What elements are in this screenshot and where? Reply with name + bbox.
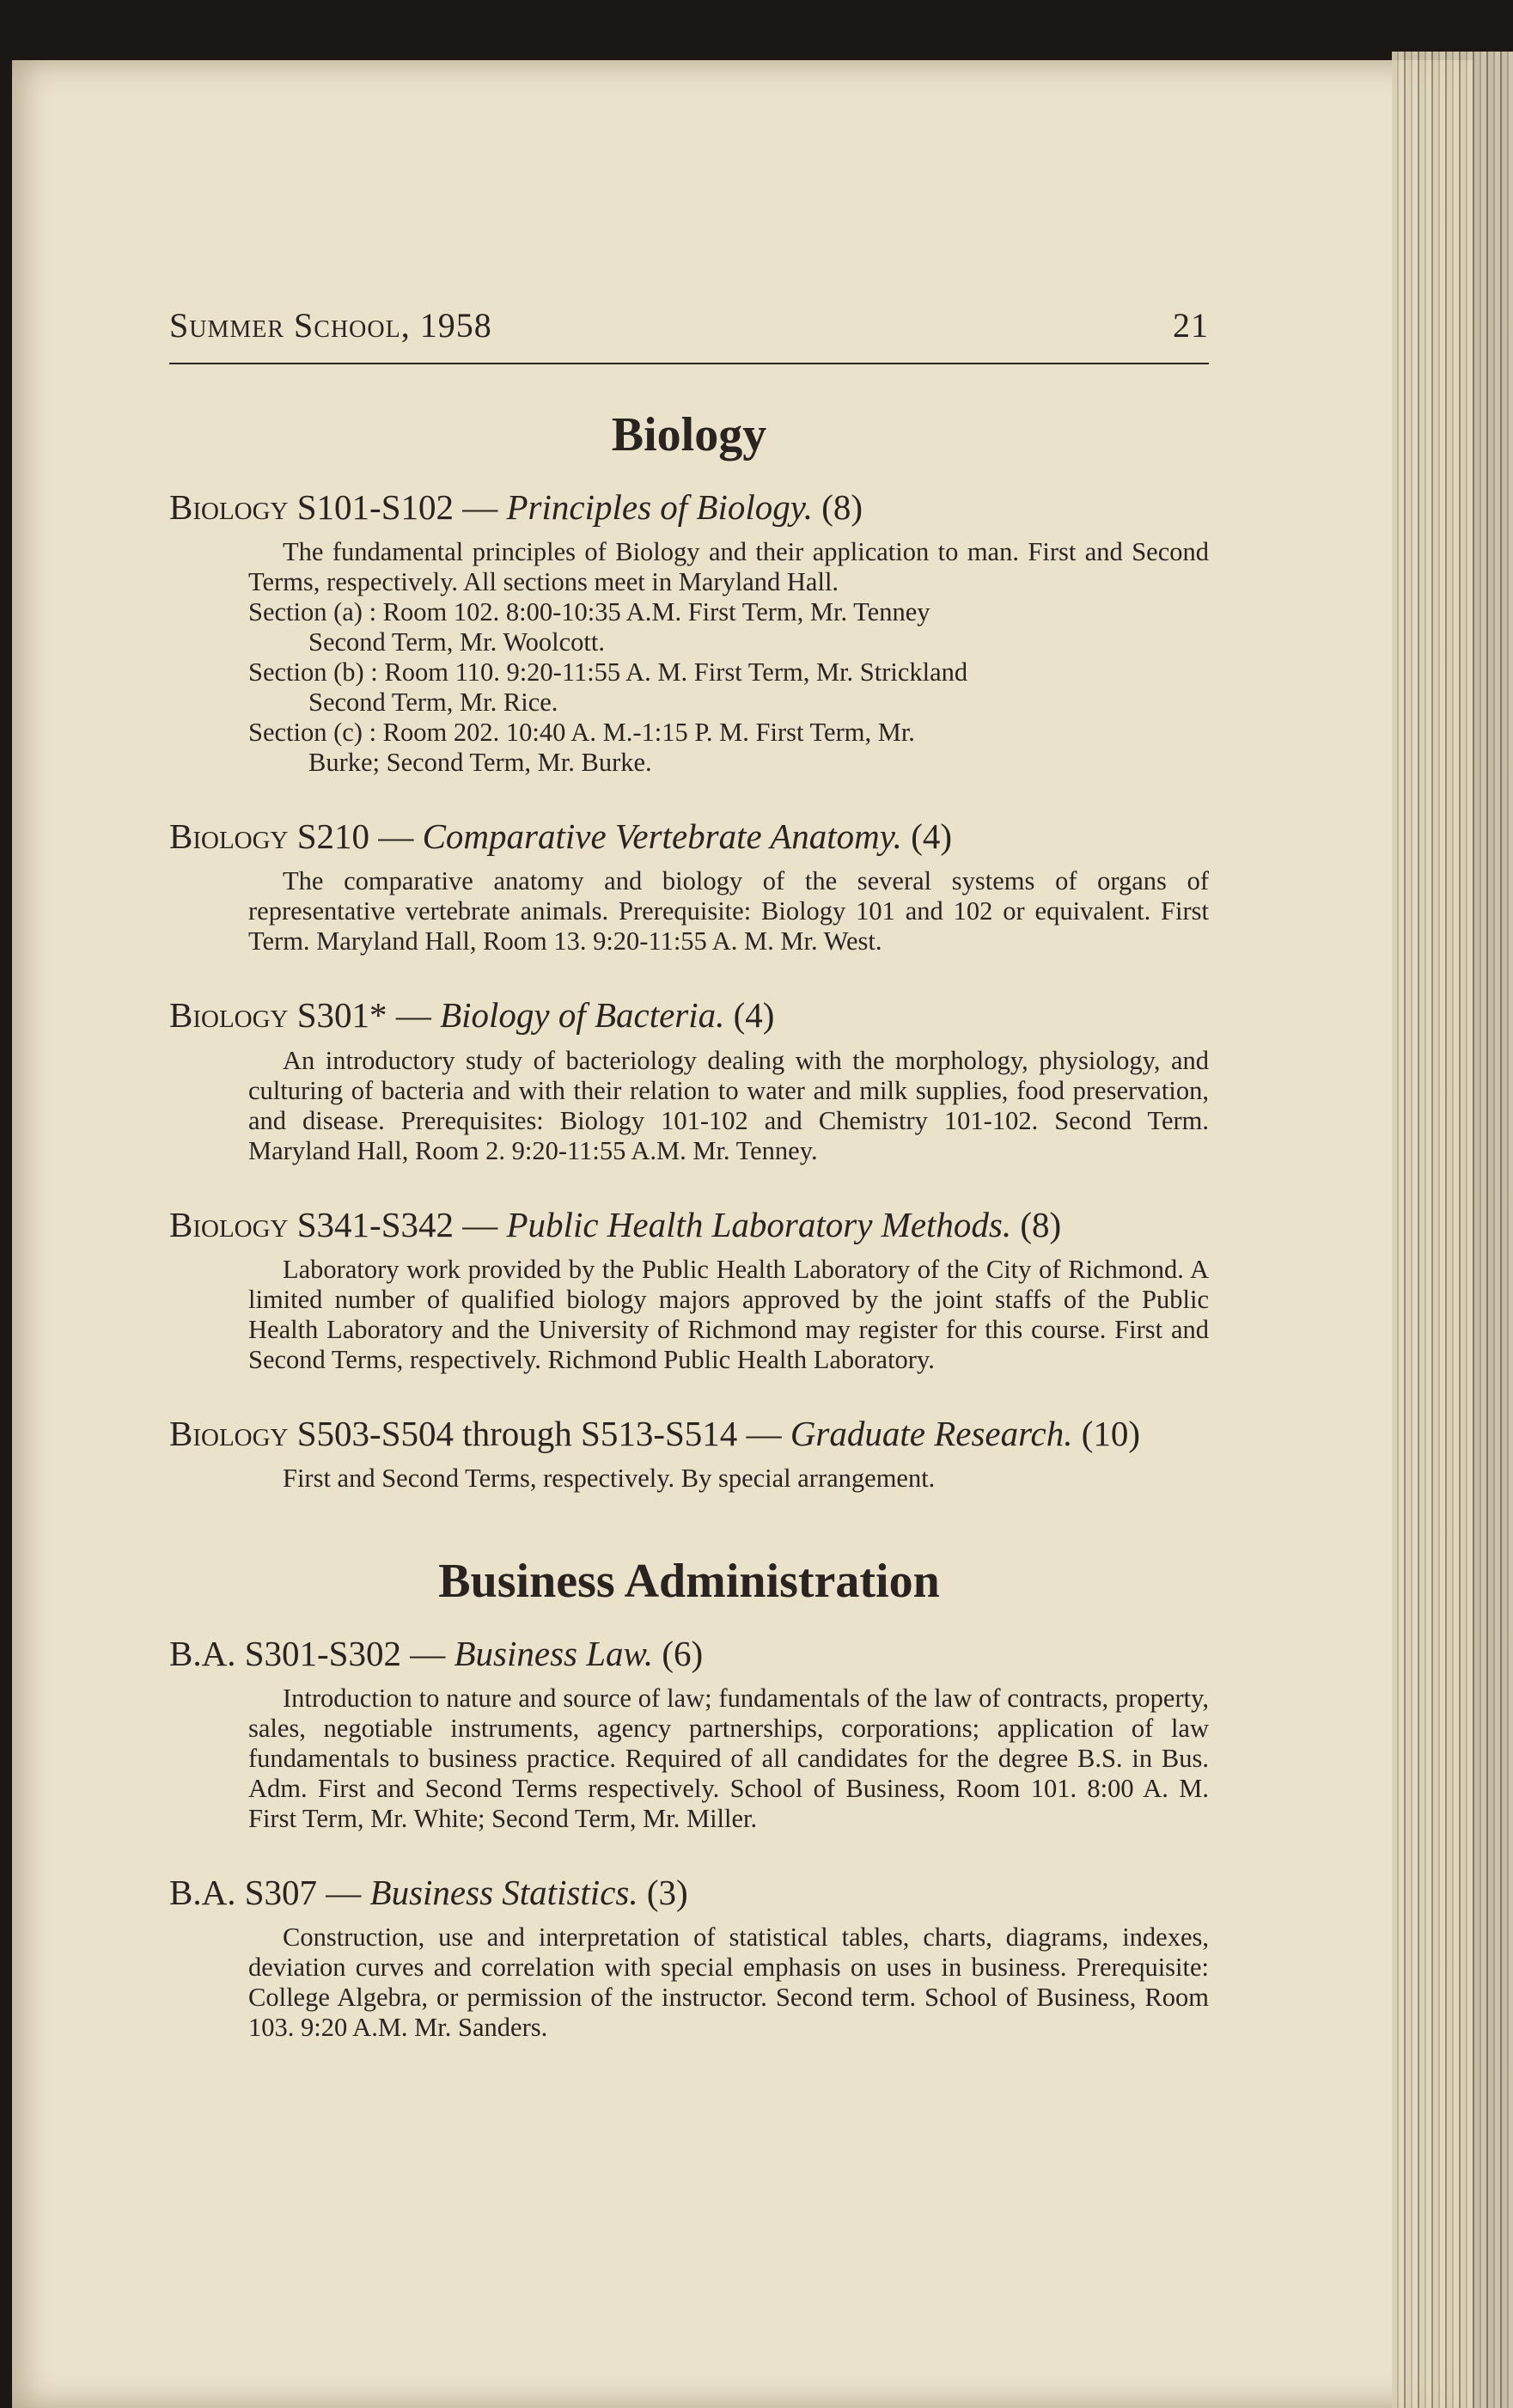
description-line: The comparative anatomy and biology of the several systems of organs of representative vertebrate animals. Prerequisite: Biology 101 and 102 or equivalent. First Term. Maryland Hall, Room 13. 9:20-11:55 A. M. Mr. West. bbox=[248, 866, 1209, 956]
course-number: S301* bbox=[296, 995, 387, 1036]
description-line: Second Term, Mr. Woolcott. bbox=[308, 627, 606, 657]
course-name: Graduate Research. bbox=[790, 1413, 1073, 1453]
description-line: Introduction to nature and source of law; fundamentals of the law of contracts, property, sales, negotiable instruments, agency partnerships, corporations; application of law fundamentals to business practice. Required of all candidates for the degree B.S. in Bus. Adm. First and Second Terms respectively. School of Business, Room 101. 8:00 A. M. First Term, Mr. White; Second Term, Mr. Miller. bbox=[248, 1684, 1209, 1834]
section-spacer bbox=[169, 1531, 1209, 1554]
course-description bbox=[248, 537, 1209, 778]
course-dept: B.A. bbox=[169, 1873, 236, 1913]
description-line: An introductory study of bacteriology dealing with the morphology, physiology, and culturing of bacteria and with their relation to water and milk supplies, food preservation, and disease. Prerequisites: Biology 101-102 and Chemistry 101-102. Second Term. Maryland Hall, Room 2. 9:20-11:55 A.M. Mr. Tenney. bbox=[248, 1045, 1209, 1165]
running-header bbox=[169, 305, 1209, 345]
course-dept: Biology bbox=[169, 487, 289, 527]
course-credits: (10) bbox=[1081, 1413, 1141, 1453]
course-credits: (4) bbox=[911, 816, 952, 857]
course-entry bbox=[169, 994, 1209, 1165]
course-number: S210 bbox=[296, 816, 370, 857]
section-heading: Business Administration bbox=[438, 1554, 940, 1608]
course-credits: (8) bbox=[1020, 1204, 1062, 1244]
section-spacer bbox=[169, 2081, 1209, 2103]
description-line: The fundamental principles of Biology and their application to man. First and Second Terms, respectively. All sections meet in Maryland Hall. bbox=[248, 537, 1209, 597]
course-heading: Biology S210 — Comparative Vertebrate Anatomy. (4) bbox=[169, 816, 952, 857]
course-description bbox=[248, 1255, 1209, 1375]
course-name: Business Law. bbox=[454, 1633, 654, 1673]
course-credits: (8) bbox=[821, 487, 863, 527]
running-title: Summer School, 1958 bbox=[169, 306, 492, 345]
course-entry bbox=[169, 816, 1209, 956]
course-name: Public Health Laboratory Methods. bbox=[506, 1204, 1012, 1244]
course-credits: (3) bbox=[646, 1873, 688, 1913]
course-dept: Biology bbox=[169, 1204, 289, 1244]
course-description bbox=[248, 866, 1209, 956]
course-dept: Biology bbox=[169, 995, 289, 1036]
course-heading: Biology S101-S102 — Principles of Biology. (8) bbox=[169, 487, 863, 527]
course-description bbox=[248, 1464, 1209, 1494]
course-entry bbox=[169, 1872, 1209, 2043]
course-entry bbox=[169, 1204, 1209, 1375]
description-line: First and Second Terms, respectively. By special arrangement. bbox=[283, 1463, 936, 1493]
section-heading: Biology bbox=[611, 408, 767, 461]
course-entry bbox=[169, 1413, 1209, 1494]
description-line: Second Term, Mr. Rice. bbox=[308, 688, 558, 718]
course-entry bbox=[169, 486, 1209, 778]
course-credits: (6) bbox=[662, 1633, 704, 1673]
course-heading: Biology S301* — Biology of Bacteria. (4) bbox=[169, 995, 775, 1036]
course-description bbox=[248, 1922, 1209, 2043]
course-entry bbox=[169, 1633, 1209, 1834]
description-line: Section (c) : Room 202. 10:40 A. M.-1:15 P. M. First Term, Mr. bbox=[248, 718, 915, 748]
course-sections bbox=[169, 407, 1209, 2103]
course-credits: (4) bbox=[733, 995, 775, 1036]
description-line: Section (a) : Room 102. 8:00-10:35 A.M. First Term, Mr. Tenney bbox=[248, 597, 930, 627]
header-rule bbox=[169, 363, 1209, 364]
description-line: Construction, use and interpretation of statistical tables, charts, diagrams, indexes, deviation curves and correlation with special emphasis on uses in business. Prerequisite: College Algebra, or permission of the instructor. Second term. School of Business, Room 103. 9:20 A.M. Mr. Sanders. bbox=[248, 1922, 1209, 2043]
course-heading: B.A. S307 — Business Statistics. (3) bbox=[169, 1873, 688, 1913]
description-line: Section (b) : Room 110. 9:20-11:55 A. M. First Term, Mr. Strickland bbox=[248, 657, 968, 688]
course-number: S503-S504 through S513-S514 bbox=[296, 1413, 738, 1453]
course-number: S307 bbox=[244, 1873, 318, 1913]
description-line: Burke; Second Term, Mr. Burke. bbox=[308, 748, 652, 778]
course-number: S101-S102 bbox=[296, 487, 455, 527]
course-number: S301-S302 bbox=[244, 1633, 401, 1673]
description-line: Laboratory work provided by the Public Health Laboratory of the City of Richmond. A limited number of qualified biology majors approved by the joint staffs of the Public Health Laboratory and the University of Richmond may register for this course. First and Second Terms, respectively. Richmond Public Health Laboratory. bbox=[248, 1254, 1209, 1374]
page-number: 21 bbox=[1173, 306, 1209, 345]
course-description bbox=[248, 1046, 1209, 1166]
course-dept: Biology bbox=[169, 816, 289, 857]
course-heading: Biology S503-S504 through S513-S514 — Graduate Research. (10) bbox=[169, 1413, 1141, 1453]
page-content bbox=[169, 305, 1209, 2103]
course-name: Comparative Vertebrate Anatomy. bbox=[422, 816, 902, 857]
course-heading: Biology S341-S342 — Public Health Laboratory Methods. (8) bbox=[169, 1204, 1062, 1244]
course-description bbox=[248, 1684, 1209, 1834]
course-dept: B.A. bbox=[169, 1633, 236, 1673]
course-heading: B.A. S301-S302 — Business Law. (6) bbox=[169, 1633, 704, 1673]
course-name: Business Statistics. bbox=[369, 1873, 638, 1913]
course-dept: Biology bbox=[169, 1413, 289, 1453]
course-name: Principles of Biology. bbox=[506, 487, 813, 527]
course-number: S341-S342 bbox=[296, 1204, 455, 1244]
course-name: Biology of Bacteria. bbox=[440, 995, 725, 1036]
page-edges bbox=[1392, 52, 1513, 2408]
